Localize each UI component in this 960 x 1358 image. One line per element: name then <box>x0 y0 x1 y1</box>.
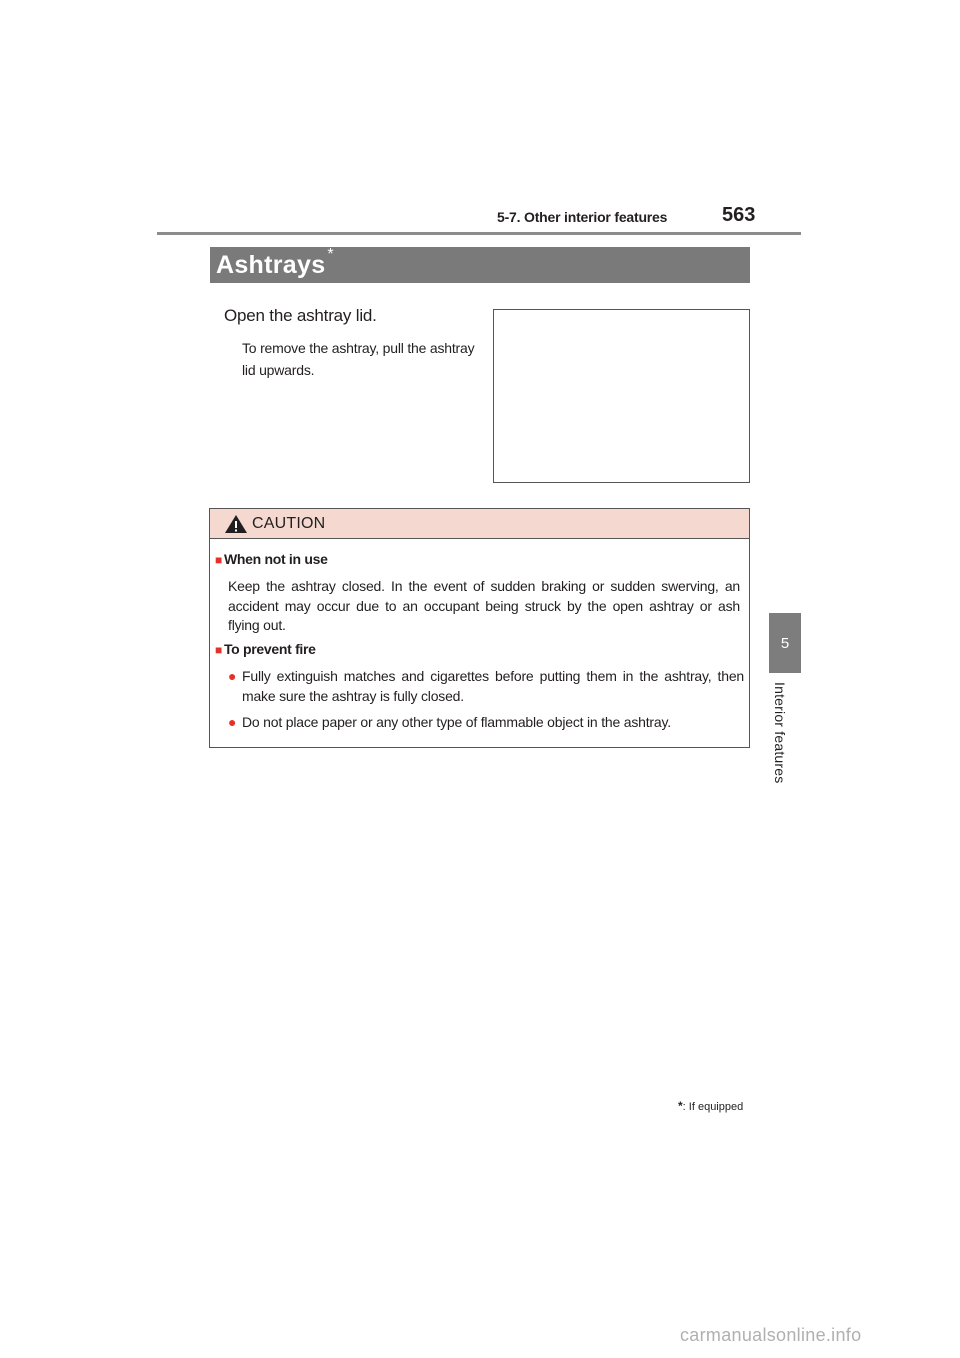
caution-heading-text: To prevent fire <box>223 641 316 657</box>
caution-heading-text: When not in use <box>223 551 328 567</box>
caution-bullet-text: Fully extinguish matches and cigarettes before putting them in the ashtray, then make sure the ashtray is fully closed. <box>242 668 744 704</box>
chapter-number: 5 <box>780 634 790 652</box>
red-bullet-icon: ● <box>228 714 237 730</box>
warning-triangle-icon <box>224 514 248 534</box>
red-square-icon: ■ <box>215 553 222 567</box>
caution-title: CAUTION <box>252 514 326 532</box>
caution-paragraph: Keep the ashtray closed. In the event of sudden braking or sudden swerving, an accident may occur due to an occupant being struck by the open ashtray or ash flying out. <box>228 578 740 633</box>
header-section-title: 5-7. Other interior features <box>497 209 668 225</box>
if-equipped-asterisk: * <box>327 246 334 263</box>
chapter-tab <box>769 613 801 673</box>
ashtray-illustration <box>493 309 750 483</box>
watermark: carmanualsonline.info <box>680 1325 862 1345</box>
header-rule <box>157 232 801 235</box>
step-instruction: Open the ashtray lid. <box>224 306 377 325</box>
red-bullet-icon: ● <box>228 668 237 684</box>
caution-header <box>210 509 749 539</box>
caution-heading-when-not-in-use <box>215 551 328 567</box>
step-sub-instruction: To remove the ashtray, pull the ashtray lid upwards. <box>242 340 475 378</box>
caution-box <box>209 508 750 748</box>
red-square-icon: ■ <box>215 643 222 657</box>
section-title: Ashtrays <box>216 250 326 279</box>
footnote <box>678 1099 743 1113</box>
caution-heading-to-prevent-fire <box>215 641 316 657</box>
footnote-text: : If equipped <box>682 1101 744 1113</box>
caution-bullet <box>228 667 744 706</box>
page-number: 563 <box>722 204 756 226</box>
section-title-bar <box>210 247 750 283</box>
caution-bullet <box>228 713 744 733</box>
chapter-label: Interior features <box>772 682 788 784</box>
caution-bullet-text: Do not place paper or any other type of flammable object in the ashtray. <box>242 714 671 730</box>
asterisk-icon: * <box>678 1099 683 1113</box>
